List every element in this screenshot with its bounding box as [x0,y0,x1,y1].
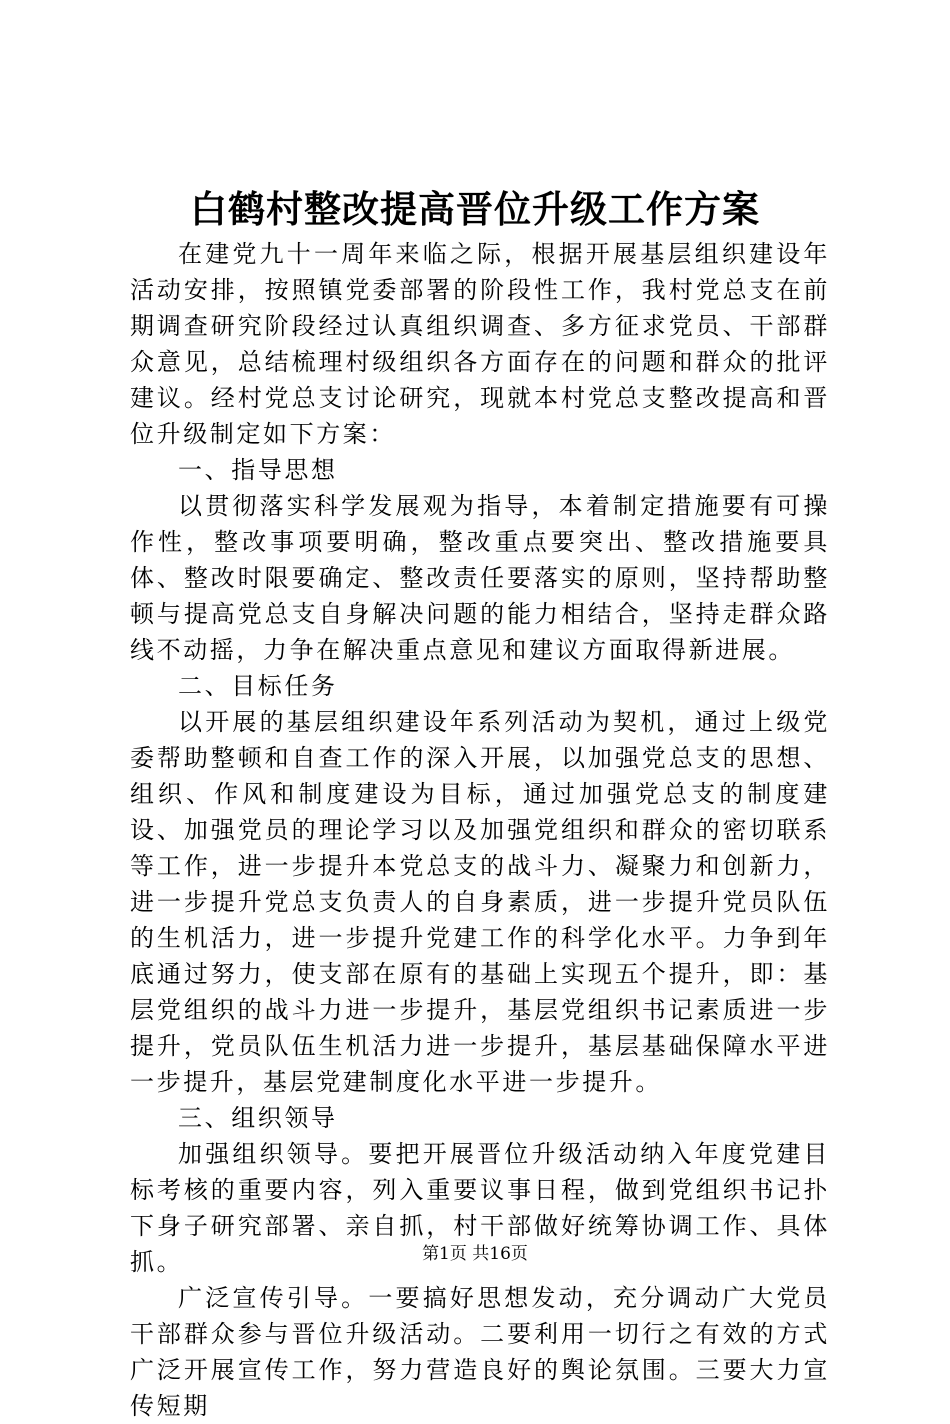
section-heading-goals-tasks: 二、目标任务 [178,672,338,700]
publicity-guidance-paragraph: 广泛宣传引导。一要搞好思想发动，充分调动广大党员干部群众参与晋位升级活动。二要利用一切行之有效的方式广泛开展宣传工作，努力营造良好的舆论氛围。三要大力宣传短期 [130,1284,830,1420]
section-heading-organization-leadership: 三、组织领导 [178,1104,338,1132]
guiding-ideology-paragraph: 以贯彻落实科学发展观为指导，本着制定措施要有可操作性，整改事项要明确，整改重点要突出、整改措施要具体、整改时限要确定、整改责任要落实的原则，坚持帮助整顿与提高党总支自身解决问题的能力相结合，坚持走群众路线不动摇，力争在解决重点意见和建议方面取得新进展。 [130,492,830,664]
organization-leadership-paragraph: 加强组织领导。要把开展晋位升级活动纳入年度党建目标考核的重要内容，列入重要议事日程，做到党组织书记扑下身子研究部署、亲自抓，村干部做好统筹协调工作、具体抓。 [130,1140,830,1276]
intro-paragraph: 在建党九十一周年来临之际，根据开展基层组织建设年活动安排，按照镇党委部署的阶段性工作，我村党总支在前期调查研究阶段经过认真组织调查、多方征求党员、干部群众意见，总结梳理村级组织各方面存在的问题和群众的批评建议。经村党总支讨论研究，现就本村党总支整改提高和晋位升级制定如下方案： [130,240,830,448]
page-number-footer: 第1页 共16页 [422,1244,528,1264]
section-heading-guiding-ideology: 一、指导思想 [178,456,338,484]
document-title: 白鹤村整改提高晋位升级工作方案 [190,187,760,231]
goals-tasks-paragraph: 以开展的基层组织建设年系列活动为契机，通过上级党委帮助整顿和自查工作的深入开展，以加强党总支的思想、组织、作风和制度建设为目标，通过加强党总支的制度建设、加强党员的理论学习以及加强党组织和群众的密切联系等工作，进一步提升本党总支的战斗力、凝聚力和创新力，进一步提升党总支负责人的自身素质，进一步提升党员队伍的生机活力，进一步提升党建工作的科学化水平。力争到年底通过努力，使支部在原有的基础上实现五个提升，即：基层党组织的战斗力进一步提升，基层党组织书记素质进一步提升，党员队伍生机活力进一步提升，基层基础保障水平进一步提升，基层党建制度化水平进一步提升。 [130,708,830,1096]
